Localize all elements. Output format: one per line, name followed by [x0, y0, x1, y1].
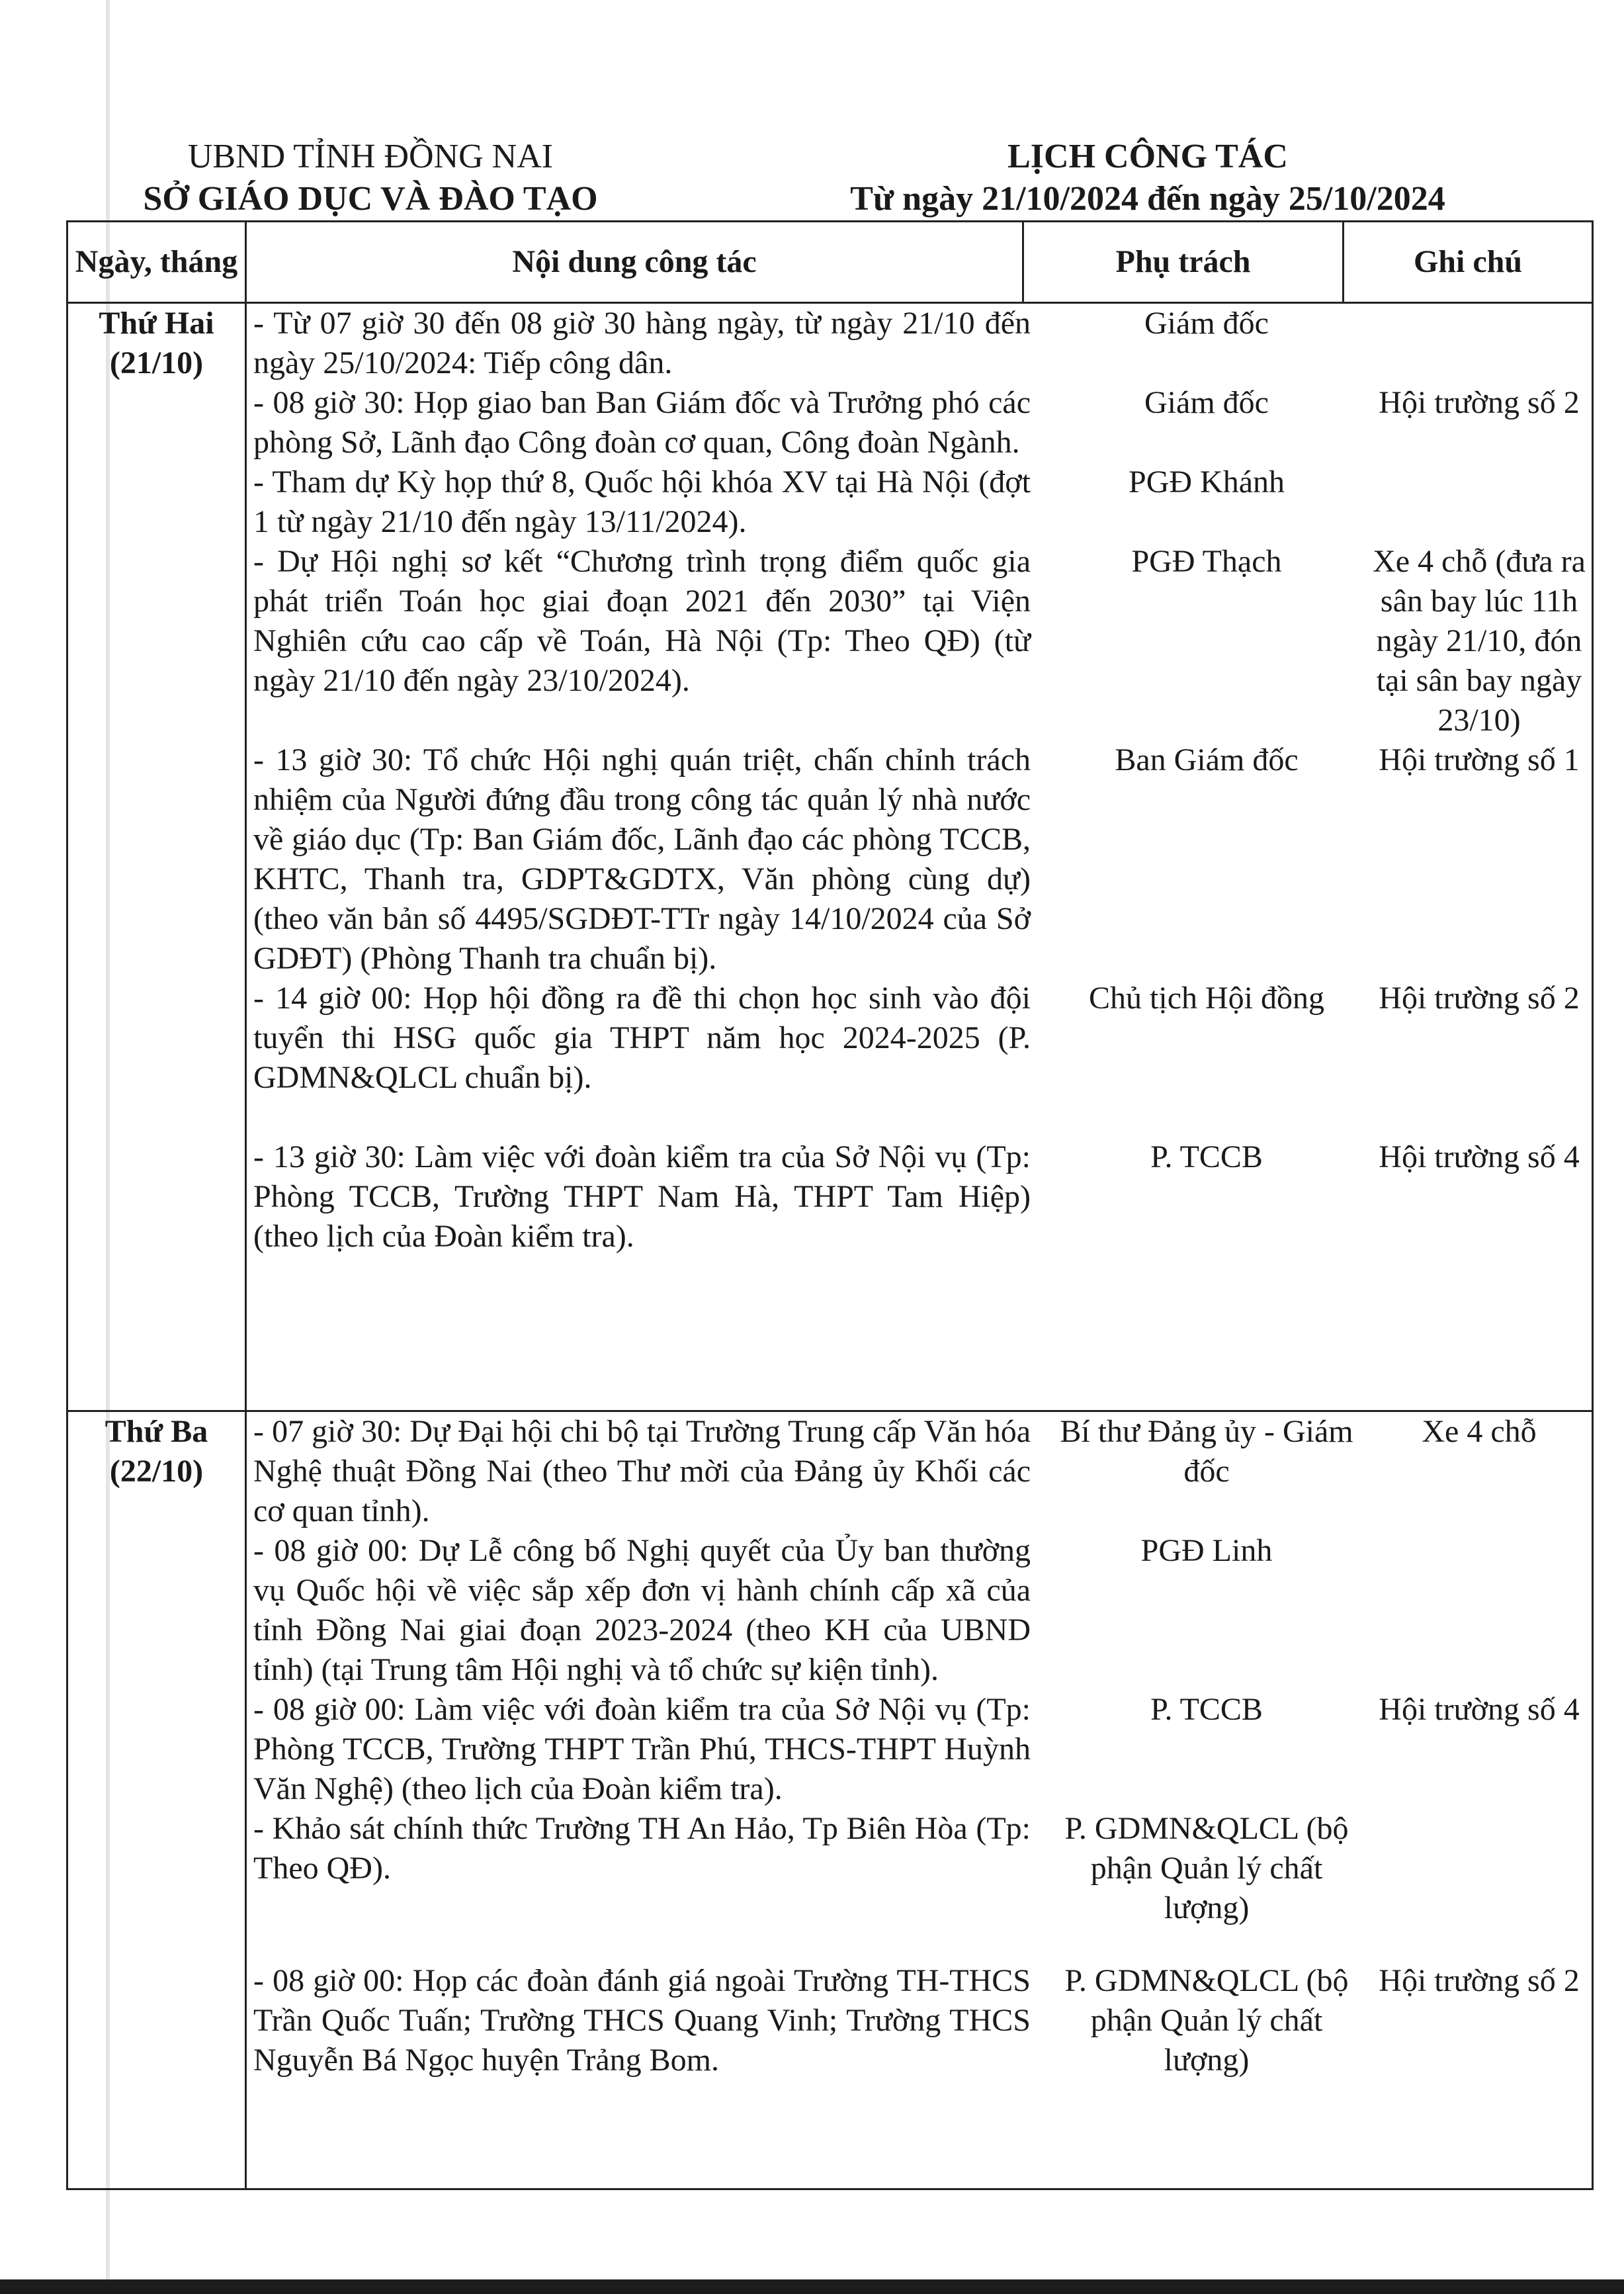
entry-owner: PGĐ Khánh	[1129, 464, 1285, 500]
schedule-entry	[247, 979, 1592, 1098]
entry-note: Hội trường số 2	[1379, 981, 1580, 1016]
entry-owner: PGĐ Linh	[1140, 1533, 1273, 1569]
entry-owner: P. TCCB	[1150, 1692, 1263, 1728]
entry-owner: Giám đốc	[1144, 385, 1269, 420]
entry-content: - 07 giờ 30: Dự Đại hội chi bộ tại Trường Trung cấp Văn hóa Nghệ thuật Đồng Nai (theo Thư mời của Đảng ủy Khối các cơ quan tỉnh).	[253, 1414, 1031, 1529]
schedule-entry	[247, 542, 1592, 740]
schedule-entry	[247, 1531, 1592, 1690]
schedule-entry	[247, 740, 1592, 979]
entry-content: - 08 giờ 00: Họp các đoàn đánh giá ngoài Trường TH-THCS Trần Quốc Tuấn; Trường THCS Quang Vinh; Trường THCS Nguyễn Bá Ngọc huyện Trảng Bom.	[253, 1963, 1031, 2078]
day-row-monday	[67, 303, 1593, 1411]
entry-owner: P. TCCB	[1150, 1139, 1263, 1174]
entry-owner: P. GDMN&QLCL (bộ phận Quản lý chất lượng)	[1064, 1963, 1349, 2078]
day-date: (22/10)	[109, 1454, 204, 1489]
entry-note	[1367, 463, 1592, 542]
entry-content: - 14 giờ 00: Họp hội đồng ra đề thi chọn học sinh vào đội tuyển thi HSG quốc gia THPT năm học 2024-2025 (P. GDMN&QLCL chuẩn bị).	[253, 981, 1031, 1095]
schedule-entry	[247, 1412, 1592, 1531]
schedule-entry	[247, 304, 1592, 383]
province-name: UBND TỈNH ĐỒNG NAI	[187, 138, 554, 175]
entry-content: - Dự Hội nghị sơ kết “Chương trình trọng điểm quốc gia phát triển Toán học giai đoạn 2021 đến 2030” tại Viện Nghiên cứu cao cấp về Toán, Hà Nội (Tp: Theo QĐ) (từ ngày 21/10 đến ngày 23/10/2024).	[253, 544, 1031, 698]
schedule-table	[66, 220, 1594, 2190]
entry-note: Hội trường số 4	[1379, 1139, 1580, 1174]
entry-note: Hội trường số 4	[1379, 1692, 1580, 1728]
entry-content: - Tham dự Kỳ họp thứ 8, Quốc hội khóa XV tại Hà Nội (đợt 1 từ ngày 21/10 đến ngày 13/11/2024).	[253, 464, 1031, 539]
schedule-date-range: Từ ngày 21/10/2024 đến ngày 25/10/2024	[850, 180, 1445, 218]
day-name: Thứ Hai	[99, 306, 214, 341]
entry-note: Hội trường số 2	[1379, 1963, 1580, 1999]
entry-note: Hội trường số 1	[1379, 742, 1580, 777]
entry-owner: Ban Giám đốc	[1115, 742, 1299, 777]
schedule-entry	[247, 1809, 1592, 1928]
day-entries	[246, 1411, 1593, 2189]
entry-owner: Giám đốc	[1144, 306, 1269, 341]
entry-owner: Chủ tịch Hội đồng	[1089, 981, 1324, 1016]
schedule-entry	[247, 1137, 1592, 1257]
day-entries	[246, 303, 1593, 1411]
entry-content: - 13 giờ 30: Tổ chức Hội nghị quán triệt, chấn chỉnh trách nhiệm của Người đứng đầu trong công tác quản lý nhà nước về giáo dục (Tp: Ban Giám đốc, Lãnh đạo các phòng TCCB, KHTC, Thanh tra, GDPT&GDTX, Văn phòng cùng dự) (theo văn bản số 4495/SGDĐT-TTr ngày 14/10/2024 của Sở GDĐT) (Phòng Thanh tra chuẩn bị).	[253, 742, 1031, 976]
col-header-note: Ghi chú	[1344, 222, 1593, 303]
col-header-content: Nội dung công tác	[246, 222, 1023, 303]
day-date: (21/10)	[109, 345, 204, 380]
schedule-title: LỊCH CÔNG TÁC	[1007, 138, 1288, 175]
table-header-row	[67, 222, 1593, 303]
col-header-owner: Phụ trách	[1023, 222, 1344, 303]
day-row-tuesday	[67, 1411, 1593, 2189]
entry-note	[1367, 1809, 1592, 1928]
schedule-header	[797, 136, 1498, 220]
col-header-date: Ngày, tháng	[67, 222, 246, 303]
day-name: Thứ Ba	[105, 1414, 208, 1450]
entry-content: - 08 giờ 00: Dự Lễ công bố Nghị quyết của Ủy ban thường vụ Quốc hội về việc sắp xếp đơn vị hành chính cấp xã của tỉnh Đồng Nai giai đoạn 2023-2024 (theo KH của UBND tỉnh) (tại Trung tâm Hội nghị và tổ chức sự kiện tỉnh).	[253, 1533, 1031, 1688]
agency-header	[99, 136, 642, 220]
entry-note	[1367, 1531, 1592, 1690]
day-cell	[67, 303, 246, 1411]
schedule-entry	[247, 1690, 1592, 1809]
entry-note: Xe 4 chỗ	[1422, 1414, 1537, 1450]
schedule-entry	[247, 383, 1592, 463]
entry-owner: Bí thư Đảng ủy - Giám đốc	[1060, 1414, 1353, 1489]
department-name: SỞ GIÁO DỤC VÀ ĐÀO TẠO	[143, 180, 598, 218]
entry-owner: PGĐ Thạch	[1131, 544, 1282, 579]
entry-content: - 13 giờ 30: Làm việc với đoàn kiểm tra của Sở Nội vụ (Tp: Phòng TCCB, Trường THPT Nam Hà, THPT Tam Hiệp) (theo lịch của Đoàn kiểm tra).	[253, 1139, 1031, 1254]
entry-content: - Từ 07 giờ 30 đến 08 giờ 30 hàng ngày, từ ngày 21/10 đến ngày 25/10/2024: Tiếp công dân.	[253, 306, 1031, 380]
day-cell	[67, 1411, 246, 2189]
entry-note: Hội trường số 2	[1379, 385, 1580, 420]
schedule-entry	[247, 463, 1592, 542]
schedule-entry	[247, 1961, 1592, 2080]
entry-content: - Khảo sát chính thức Trường TH An Hảo, Tp Biên Hòa (Tp: Theo QĐ).	[253, 1811, 1031, 1886]
entry-note: Xe 4 chỗ (đưa ra sân bay lúc 11h ngày 21/10, đón tại sân bay ngày 23/10)	[1373, 544, 1586, 738]
entry-owner: P. GDMN&QLCL (bộ phận Quản lý chất lượng)	[1064, 1811, 1349, 1926]
entry-note	[1367, 304, 1592, 383]
scan-bottom-border	[0, 2279, 1624, 2294]
entry-content: - 08 giờ 00: Làm việc với đoàn kiểm tra của Sở Nội vụ (Tp: Phòng TCCB, Trường THPT Trần Phú, THCS-THPT Huỳnh Văn Nghệ) (theo lịch của Đoàn kiểm tra).	[253, 1692, 1031, 1807]
entry-content: - 08 giờ 30: Họp giao ban Ban Giám đốc và Trưởng phó các phòng Sở, Lãnh đạo Công đoàn cơ quan, Công đoàn Ngành.	[253, 385, 1031, 460]
